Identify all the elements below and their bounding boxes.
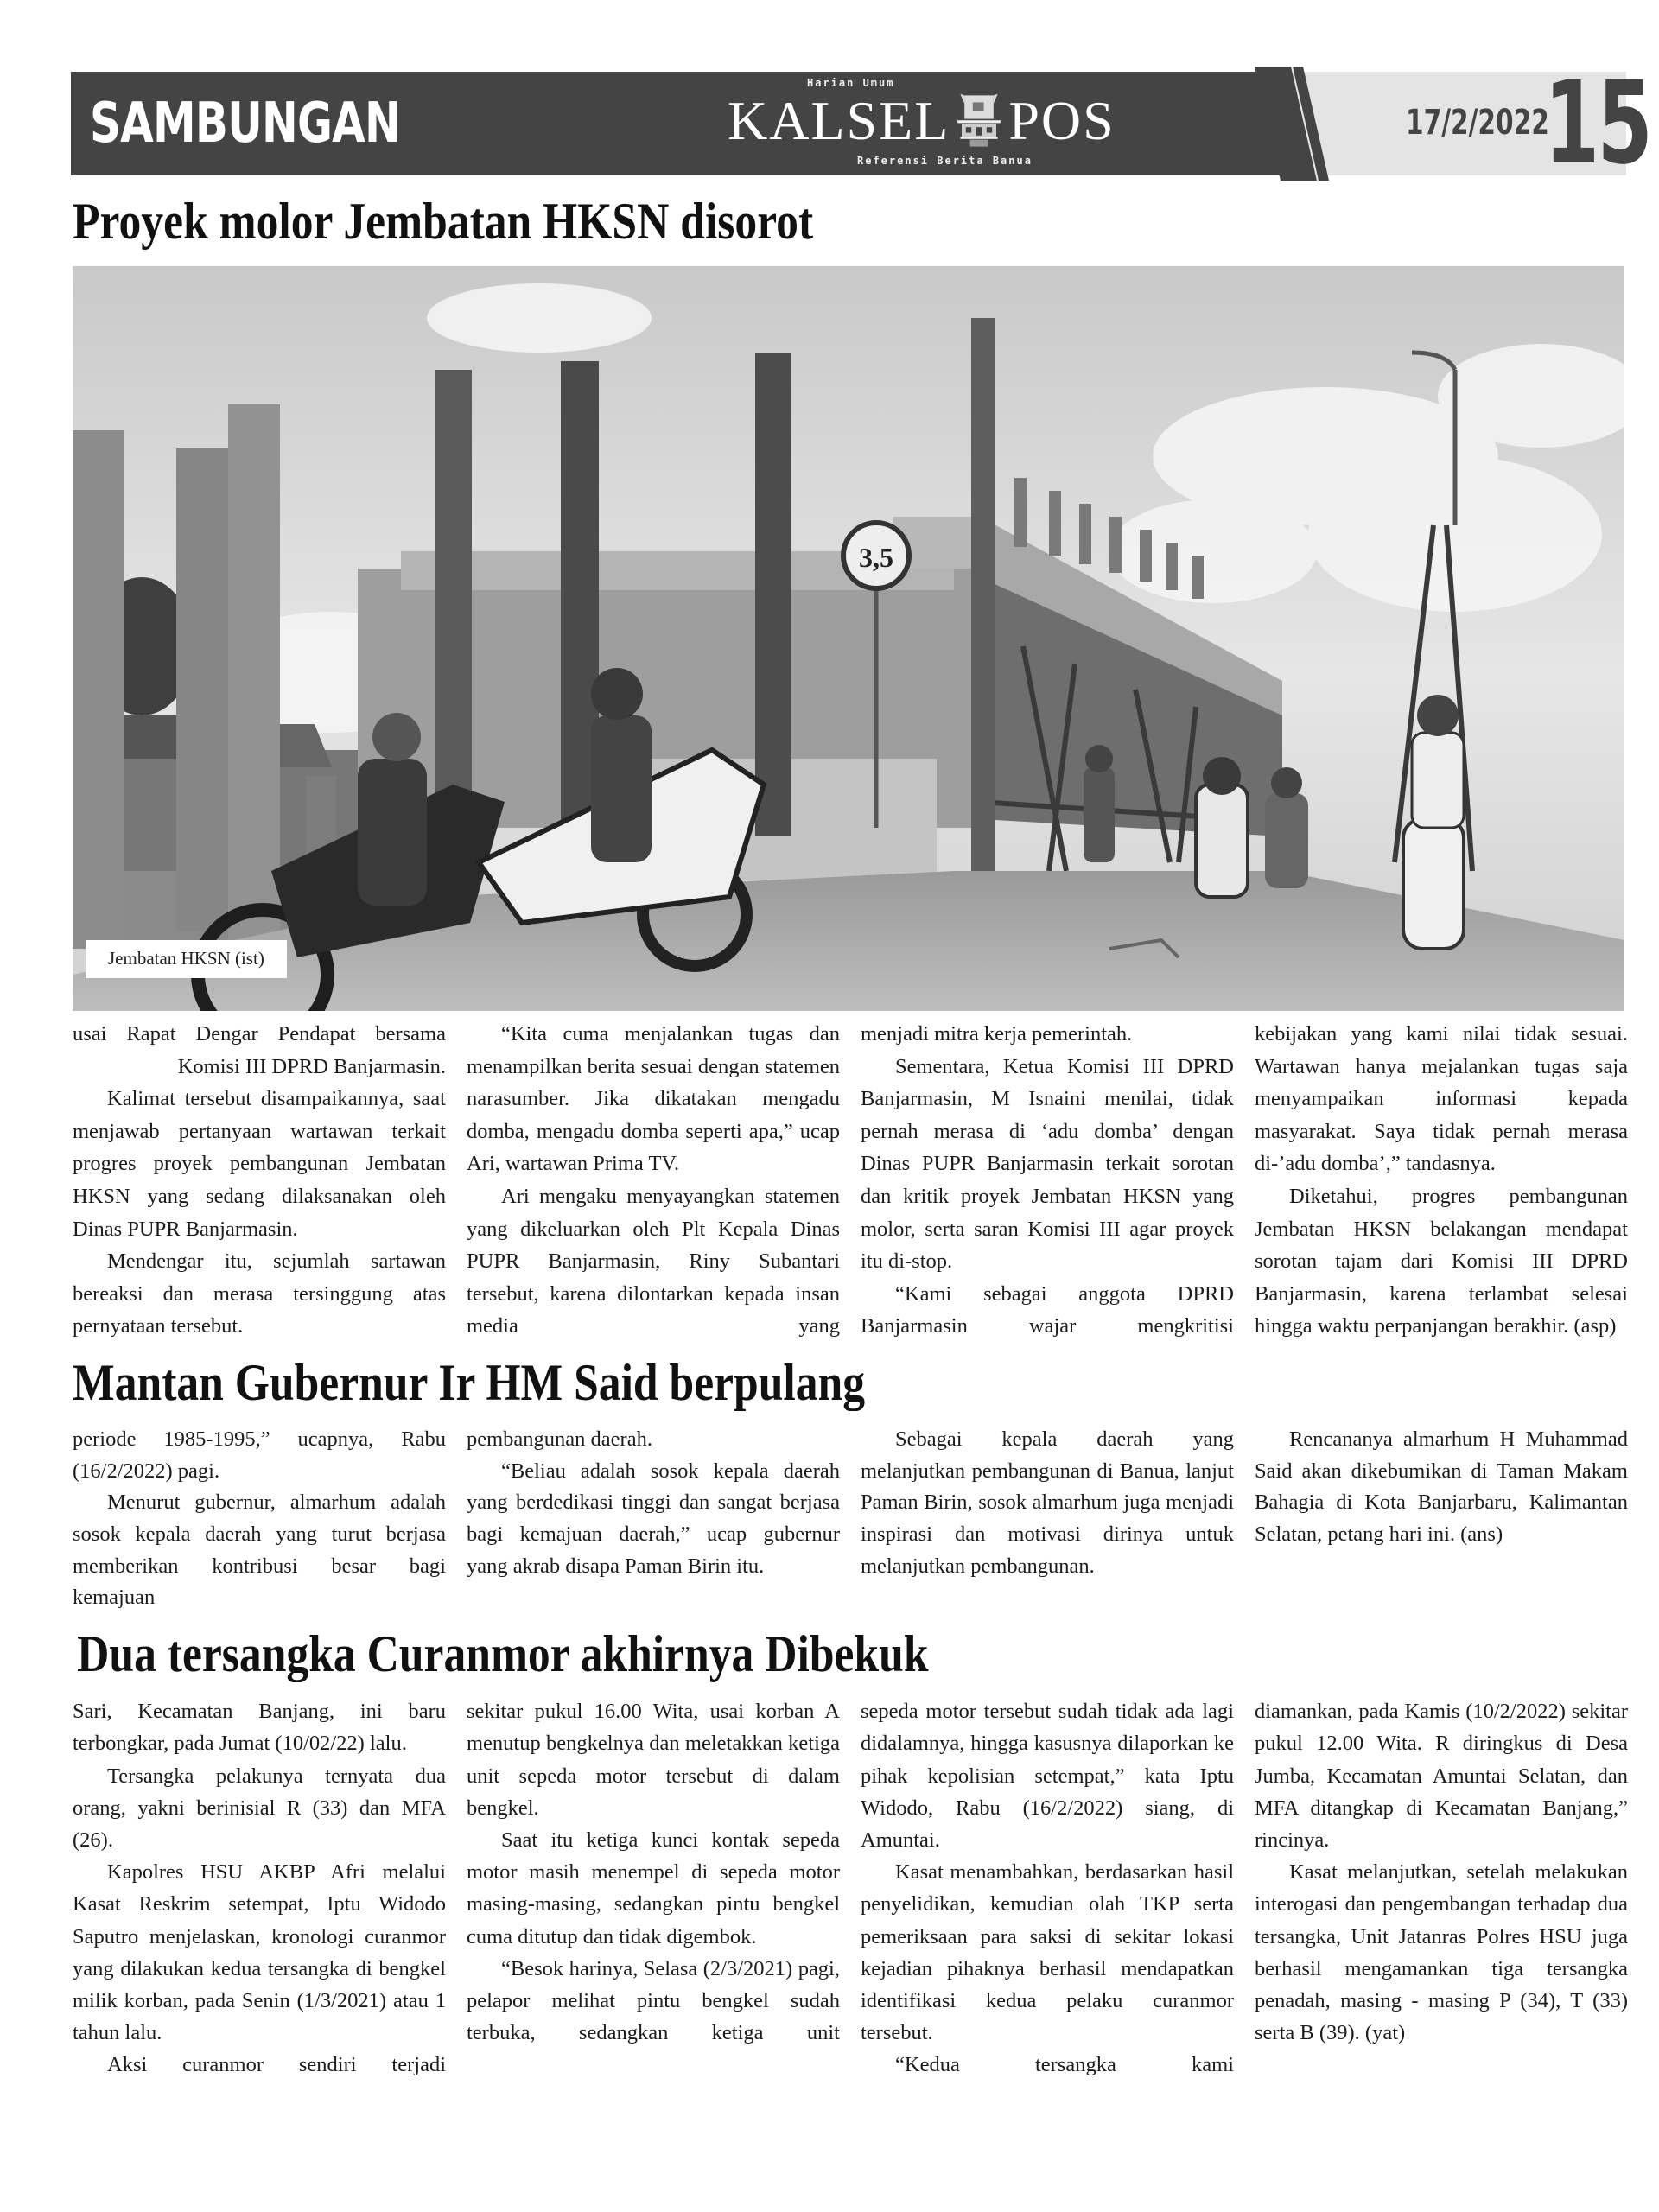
- paragraph: Menurut gubernur, almarhum adalah sosok kepala daerah yang turut berjasa memberikan kontribusi besar bagi kemajuan: [73, 1491, 446, 1610]
- paragraph: Sebagai kepala daerah yang melanjutkan pembangunan di Banua, lanjut Paman Birin, sosok almarhum juga menjadi inspirasi dan motivasi dirinya untuk melanjutkan pembangunan.: [861, 1427, 1234, 1578]
- photo-caption: Jembatan HKSN (ist): [86, 940, 287, 978]
- paragraph: “Kedua tersangka kami: [895, 2053, 1234, 2077]
- paragraph: sekitar pukul 16.00 Wita, usai korban A menutup bengkelnya dan meletakkan ketiga unit sepeda motor tersebut di dalam bengkel.: [467, 1700, 840, 1820]
- paragraph: Kalimat tersebut disampaikannya, saat menjawab pertanyaan wartawan terkait progres proyek pembangunan Jembatan HKSN yang sedang dilaksanakan oleh Dinas PUPR Banjarmasin.: [73, 1087, 446, 1241]
- logo-tagline: Referensi Berita Banua: [857, 155, 1033, 167]
- article-body-jembatan-hksn: [73, 1018, 1628, 1343]
- paragraph: Ari mengaku menyayangkan statemen yang dikeluarkan oleh Plt Kepala Dinas PUPR Banjarmasin, Riny Subantari tersebut, karena dilontarkan kepada insan media yang: [467, 1184, 840, 1338]
- article-column: [73, 1424, 446, 1614]
- logo-word-kalsel: KALSEL: [728, 90, 950, 151]
- article-photo-jembatan-hksn[interactable]: [73, 266, 1624, 1011]
- paragraph: Sari, Kecamatan Banjang, ini baru terbongkar, pada Jumat (10/02/22) lalu.: [73, 1700, 446, 1756]
- logo-subtitle: Harian Umum: [807, 77, 895, 89]
- paragraph: Sementara, Ketua Komisi III DPRD Banjarmasin, M Isnaini menilai, tidak pernah merasa di ‘adu domba’ dengan Dinas PUPR Banjarmasin terkait sorotan dan kritik proyek Jembatan HKSN yang molor, serta saran Komisi III agar proyek itu di-stop.: [861, 1054, 1234, 1274]
- paragraph: “Kami sebagai anggota DPRD Banjarmasin wajar mengkritisi: [861, 1281, 1234, 1338]
- paragraph: kebijakan yang kami nilai tidak sesuai. Wartawan hanya mejalankan tugas saja menyampaikan informasi kepada masyarakat. Saya tidak pernah merasa di-’adu domba’,” tandasnya.: [1255, 1022, 1628, 1176]
- paragraph: “Besok harinya, Selasa (2/3/2021) pagi, pelapor melihat pintu bengkel sudah terbuka, sedangkan ketiga unit: [467, 1956, 840, 2045]
- paragraph: sepeda motor tersebut sudah tidak ada lagi didalamnya, hingga kasusnya dilaporkan ke pihak kepolisian setempat,” kata Iptu Widodo, Rabu (16/2/2022) siang, di Amuntai.: [861, 1700, 1234, 1852]
- logo-wordmark: [728, 91, 1116, 151]
- article-column: [1255, 1424, 1628, 1551]
- paragraph: Kapolres HSU AKBP Afri melalui Kasat Reskrim setempat, Iptu Widodo Saputro menjelaskan, kronologi curanmor yang dilakukan kedua tersangka di bengkel milik korban, pada Senin (1/3/2021) atau 1 tahun lalu.: [73, 1860, 446, 2045]
- page-number: 15: [1544, 57, 1650, 190]
- logo-word-pos: POS: [1008, 90, 1116, 151]
- article-column: [1255, 1018, 1628, 1343]
- paragraph: Mendengar itu, sejumlah sartawan bereaksi dan merasa tersinggung atas pernyataan tersebut.: [73, 1249, 446, 1338]
- masthead-slash-divider: [1255, 67, 1332, 181]
- paragraph: Kasat melanjutkan, setelah melakukan interogasi dan pengembangan terhadap dua tersangka, Unit Jatanras Polres HSU juga berhasil mengamankan tiga tersangka penadah, masing - masing P (34), T (33) serta B (39). (yat): [1255, 1860, 1628, 2045]
- article-headline-hm-said[interactable]: Mantan Gubernur Ir HM Said berpulang: [73, 1353, 866, 1411]
- article-column: [467, 1424, 840, 1583]
- article-column: [1255, 1695, 1628, 2049]
- paragraph: Diketahui, progres pembangunan Jembatan HKSN belakangan mendapat sorotan tajam dari Komisi III DPRD Banjarmasin, karena terlambat selesai hingga waktu perpanjangan berakhir. (asp): [1255, 1184, 1628, 1338]
- issue-date: 17/2/2022: [1406, 103, 1549, 143]
- article-column: [73, 1695, 446, 2081]
- paragraph: Tersangka pelakunya ternyata dua orang, yakni berinisial R (33) dan MFA (26).: [73, 1764, 446, 1852]
- section-label: SAMBUNGAN: [90, 92, 400, 156]
- article-column: [467, 1018, 840, 1343]
- paragraph: usai Rapat Dengar Pendapat bersama Komisi III DPRD Banjarmasin.: [73, 1022, 446, 1078]
- masthead: [71, 57, 1650, 190]
- article-column: [467, 1695, 840, 2049]
- article-column: [861, 1695, 1234, 2081]
- page-content: [73, 181, 1628, 2082]
- paragraph: “Kita cuma menjalankan tugas dan menampilkan berita sesuai dengan statemen narasumber. Jika dikatakan mengadu domba, mengadu domba seperti apa,” ucap Ari, wartawan Prima TV.: [467, 1022, 840, 1176]
- article-headline-jembatan-hksn[interactable]: Proyek molor Jembatan HKSN disorot: [73, 193, 814, 250]
- paragraph: pembangunan daerah.: [467, 1427, 652, 1451]
- article-column: [861, 1424, 1234, 1583]
- rumah-banjar-emblem-icon: [955, 92, 1003, 149]
- paragraph: Rencananya almarhum H Muhammad Said akan dikebumikan di Taman Makam Bahagia di Kota Banjarbaru, Kalimantan Selatan, petang hari ini. (ans): [1255, 1427, 1628, 1547]
- sign-text: 3,5: [859, 542, 893, 573]
- article-headline-curanmor[interactable]: Dua tersangka Curanmor akhirnya Dibekuk: [77, 1625, 929, 1683]
- article-body-curanmor: [73, 1695, 1628, 2081]
- bridge-photo-illustration: [73, 266, 1624, 1011]
- paragraph: menjadi mitra kerja pemerintah.: [861, 1022, 1133, 1046]
- paragraph: Aksi curanmor sendiri terjadi: [107, 2053, 446, 2077]
- paragraph: periode 1985-1995,” ucapnya, Rabu (16/2/2022) pagi.: [73, 1427, 446, 1483]
- paragraph: Saat itu ketiga kunci kontak sepeda motor masih menempel di sepeda motor masing-masing, sedangkan pintu bengkel cuma ditutup dan tidak digembok.: [467, 1827, 840, 1948]
- article-column: [861, 1018, 1234, 1343]
- paragraph: Kasat menambahkan, berdasarkan hasil penyelidikan, kemudian olah TKP serta pemeriksaan para saksi di sekitar lokasi kejadian pihaknya berhasil mendapatkan identifikasi kedua pelaku curanmor tersebut.: [861, 1860, 1234, 2045]
- article-body-hm-said: [73, 1424, 1628, 1614]
- newspaper-logo[interactable]: [728, 75, 1246, 172]
- article-column: [73, 1018, 446, 1343]
- paragraph: diamankan, pada Kamis (10/2/2022) sekitar pukul 12.00 Wita. R diringkus di Desa Jumba, Kecamatan Amuntai Selatan, dan MFA ditangkap di Kecamatan Banjang,” rincinya.: [1255, 1700, 1628, 1852]
- paragraph: “Beliau adalah sosok kepala daerah yang berdedikasi tinggi dan sangat berjasa bagi kemajuan daerah,” ucap gubernur yang akrab disapa Paman Birin itu.: [467, 1459, 840, 1578]
